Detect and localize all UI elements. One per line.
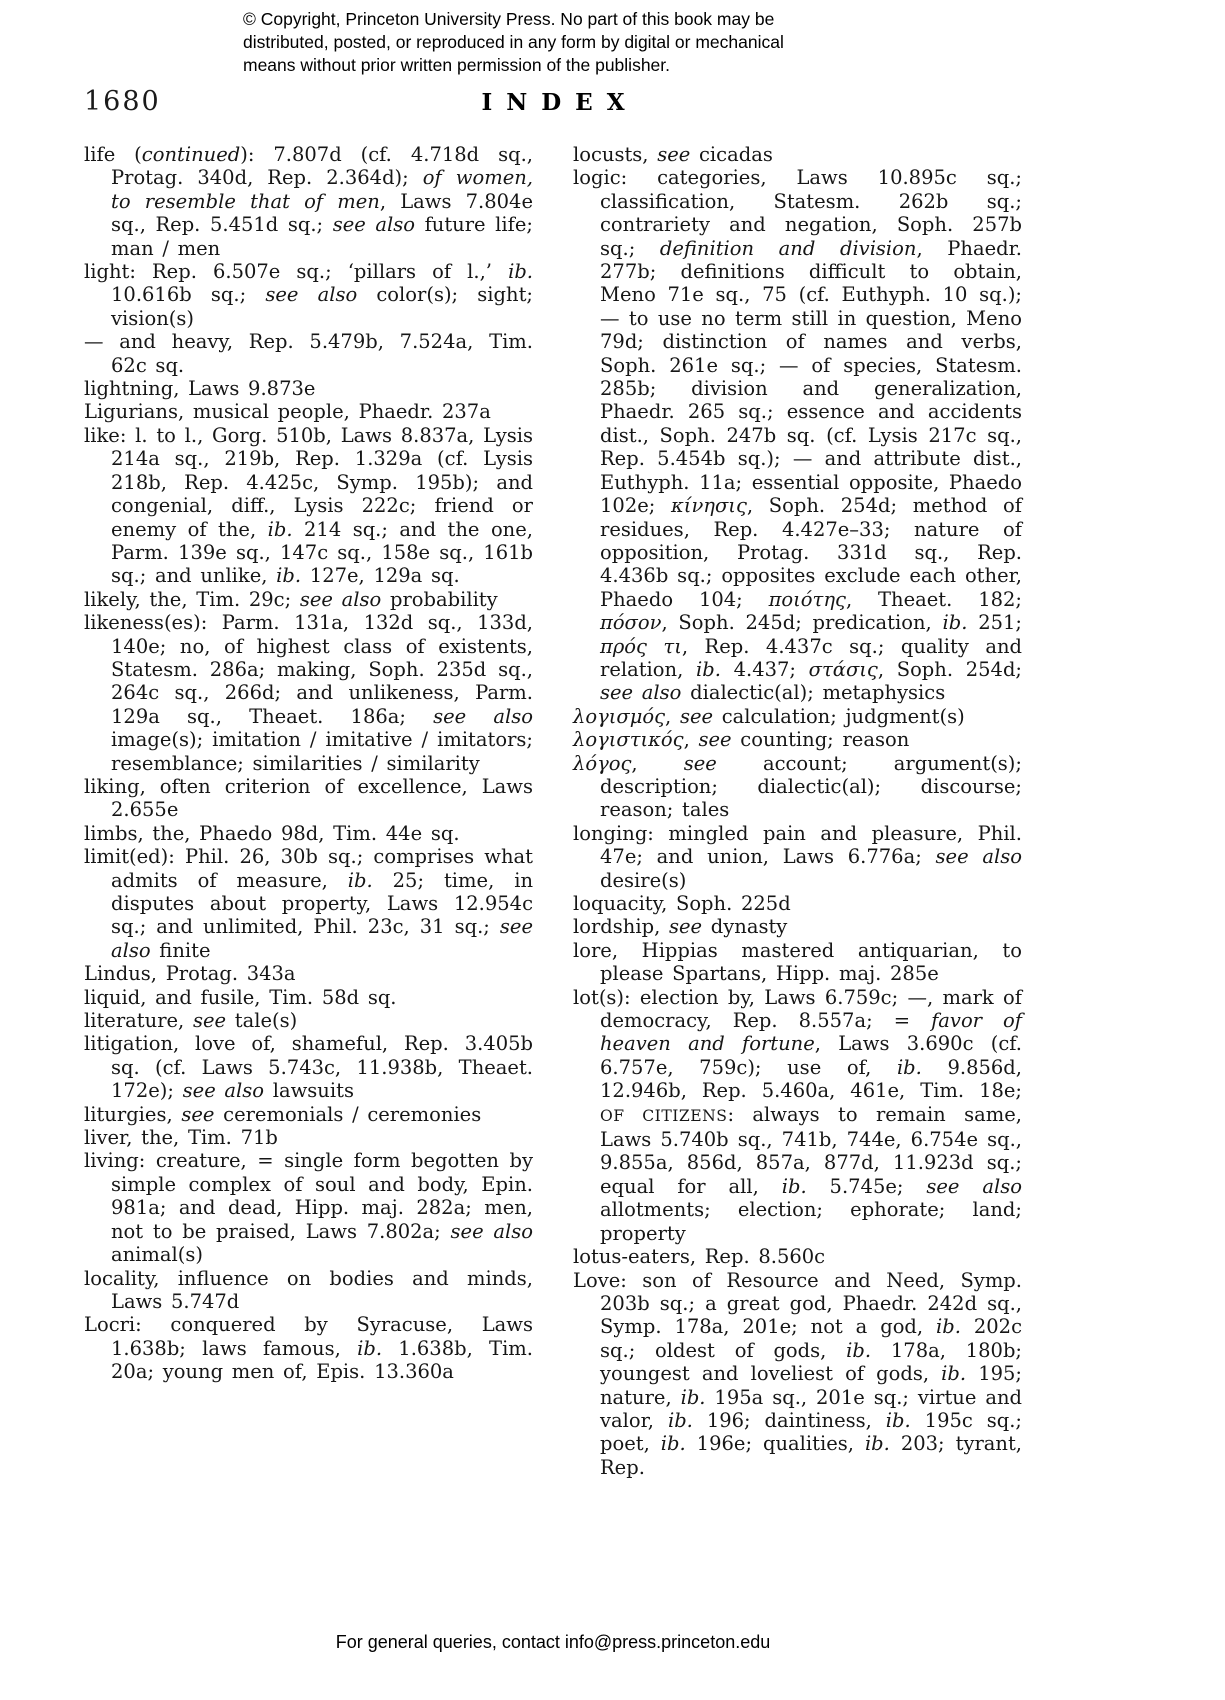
index-entry: living: creature, = single form begotten by simple complex of soul and body, Epin. 981a; and dead, Hipp. maj. 282a; men, not to be praised, Laws 7.802a; see also animal(s) [84,1149,533,1267]
index-entry: liking, often criterion of excellence, Laws 2.655e [84,774,533,822]
index-entry: likeness(es): Parm. 131a, 132d sq., 133d, 140e; no, of highest class of existents, Statesm. 286a; making, Soph. 235d sq., 264c sq., 266d; and unlikeness, Parm. 129a sq., Theaet. 186a; see also image(s); imitation / imitative / imitators; resemblance; similarities / similarity [84,611,533,775]
index-entry: — and heavy, Rep. 5.479b, 7.524a, Tim. 62c sq. [84,330,533,377]
index-entry: lordship, see dynasty [573,915,788,939]
left-column [84,143,533,1479]
index-entry: locusts, see cicadas [573,143,773,166]
index-entry: lore, Hippias mastered antiquarian, to please Spartans, Hipp. maj. 285e [573,938,1022,986]
index-entry: Love: son of Resource and Need, Symp. 203b sq.; a great god, Phaedr. 242d sq., Symp. 178a, 201e; not a god, ib. 202c sq.; oldest of gods, ib. 178a, 180b; youngest and loveliest of gods, ib. 195; nature, ib. 195a sq., 201e sq.; virtue and valor, ib. 196; daintiness, ib. 195c sq.; poet, ib. 196e; qualities, ib. 203; tyrant, Rep. [573,1268,1023,1479]
index-entry: limit(ed): Phil. 26, 30b sq.; comprises what admits of measure, ib. 25; time, in disputes about property, Laws 12.954c sq.; and unlimited, Phil. 23c, 31 sq.; see also finite [84,845,534,962]
index-entry: λογιστικός, see counting; reason [573,728,910,752]
index-entry: lot(s): election by, Laws 6.759c; —, mark of democracy, Rep. 8.557a; = favor of heaven and fortune, Laws 3.690c (cf. 6.757e, 759c); use of, ib. 9.856d, 12.946b, Rep. 5.460a, 461e, Tim. 18e; OF CITIZENS: always to remain same, Laws 5.740b sq., 741b, 744e, 6.754e sq., 9.855a, 856d, 857a, 877d, 11.923d sq.; equal for all, ib. 5.745e; see also allotments; election; ephorate; land; property [573,985,1022,1245]
page-title: INDEX [481,89,639,116]
index-entry: Ligurians, musical people, Phaedr. 237a [84,400,491,424]
index-entry: light: Rep. 6.507e sq.; ‘pillars of l.,’ ib. 10.616b sq.; see also color(s); sight; vision(s) [84,260,533,330]
index-entry: lotus-eaters, Rep. 8.560c [573,1245,826,1269]
index-entry: litigation, love of, shameful, Rep. 3.405b sq. (cf. Laws 5.743c, 11.938b, Theaet. 172e); see also lawsuits [84,1032,533,1103]
index-entry: liturgies, see ceremonials / ceremonies [84,1102,482,1126]
index-entry: liver, the, Tim. 71b [84,1126,278,1150]
index-entry: Locri: conquered by Syracuse, Laws 1.638b; laws famous, ib. 1.638b, Tim. 20a; young men of, Epis. 13.360a [84,1313,533,1384]
index-columns [84,143,1022,1479]
copyright-line: means without prior written permission of the publisher. [243,55,671,75]
copyright-notice [243,8,923,77]
right-column [573,143,1022,1479]
page-number: 1680 [84,86,161,117]
index-entry: lightning, Laws 9.873e [84,377,316,401]
index-entry: limbs, the, Phaedo 98d, Tim. 44e sq. [84,821,460,845]
footer-contact: For general queries, contact info@press.princeton.edu [335,1632,771,1652]
index-entry: literature, see tale(s) [84,1009,298,1033]
index-entry: Lindus, Protag. 343a [84,962,296,986]
index-entry: liquid, and fusile, Tim. 58d sq. [84,985,397,1009]
index-entry: λόγος, see account; argument(s); description; dialectic(al); discourse; reason; tales [573,751,1022,822]
index-entry: likely, the, Tim. 29c; see also probability [84,587,498,611]
index-entry: like: l. to l., Gorg. 510b, Laws 8.837a, Lysis 214a sq., 219b, Rep. 1.329a (cf. Lysis 218b, Rep. 4.425c, Symp. 195b); and congenial, diff., Lysis 222c; friend or enemy of the, ib. 214 sq.; and the one, Parm. 139e sq., 147c sq., 158e sq., 161b sq.; and unlike, ib. 127e, 129a sq. [84,423,533,588]
index-entry: life (continued): 7.807d (cf. 4.718d sq., Protag. 340d, Rep. 2.364d); of women, to resemble that of men, Laws 7.804e sq., Rep. 5.451d sq.; see also future life; man / men [84,143,534,260]
index-entry: locality, influence on bodies and minds, Laws 5.747d [84,1266,533,1313]
index-entry: longing: mingled pain and pleasure, Phil. 47e; and union, Laws 6.776a; see also desire(s) [573,821,1022,892]
index-entry: λογισμός, see calculation; judgment(s) [573,704,965,728]
index-entry: logic: categories, Laws 10.895c sq.; classification, Statesm. 262b sq.; contrariety and negation, Soph. 257b sq.; definition and division, Phaedr. 277b; definitions difficult to obtain, Meno 71e sq., 75 (cf. Euthyph. 10 sq.); — to use no term still in question, Meno 79d; distinction of names and verbs, Soph. 261e sq.; — of species, Statesm. 285b; division and generalization, Phaedr. 265 sq.; essence and accidents dist., Soph. 247b sq. (cf. Lysis 217c sq., Rep. 5.454b sq.); — and attribute dist., Euthyph. 11a; essential opposite, Phaedo 102e; κίνησις, Soph. 254d; method of residues, Rep. 4.427e–33; nature of opposition, Protag. 331d sq., Rep. 4.436b sq.; opposites exclude each other, Phaedo 104; ποιότης, Theaet. 182; πόσον, Soph. 245d; predication, ib. 251; πρός τι, Rep. 4.437c sq.; quality and relation, ib. 4.437; στάσις, Soph. 254d; see also dialectic(al); metaphysics [573,166,1022,705]
copyright-line: © Copyright, Princeton University Press. No part of this book may be [243,9,775,29]
copyright-line: distributed, posted, or reproduced in any form by digital or mechanical [243,32,784,52]
index-entry: loquacity, Soph. 225d [573,892,791,915]
page-header [84,86,1022,120]
